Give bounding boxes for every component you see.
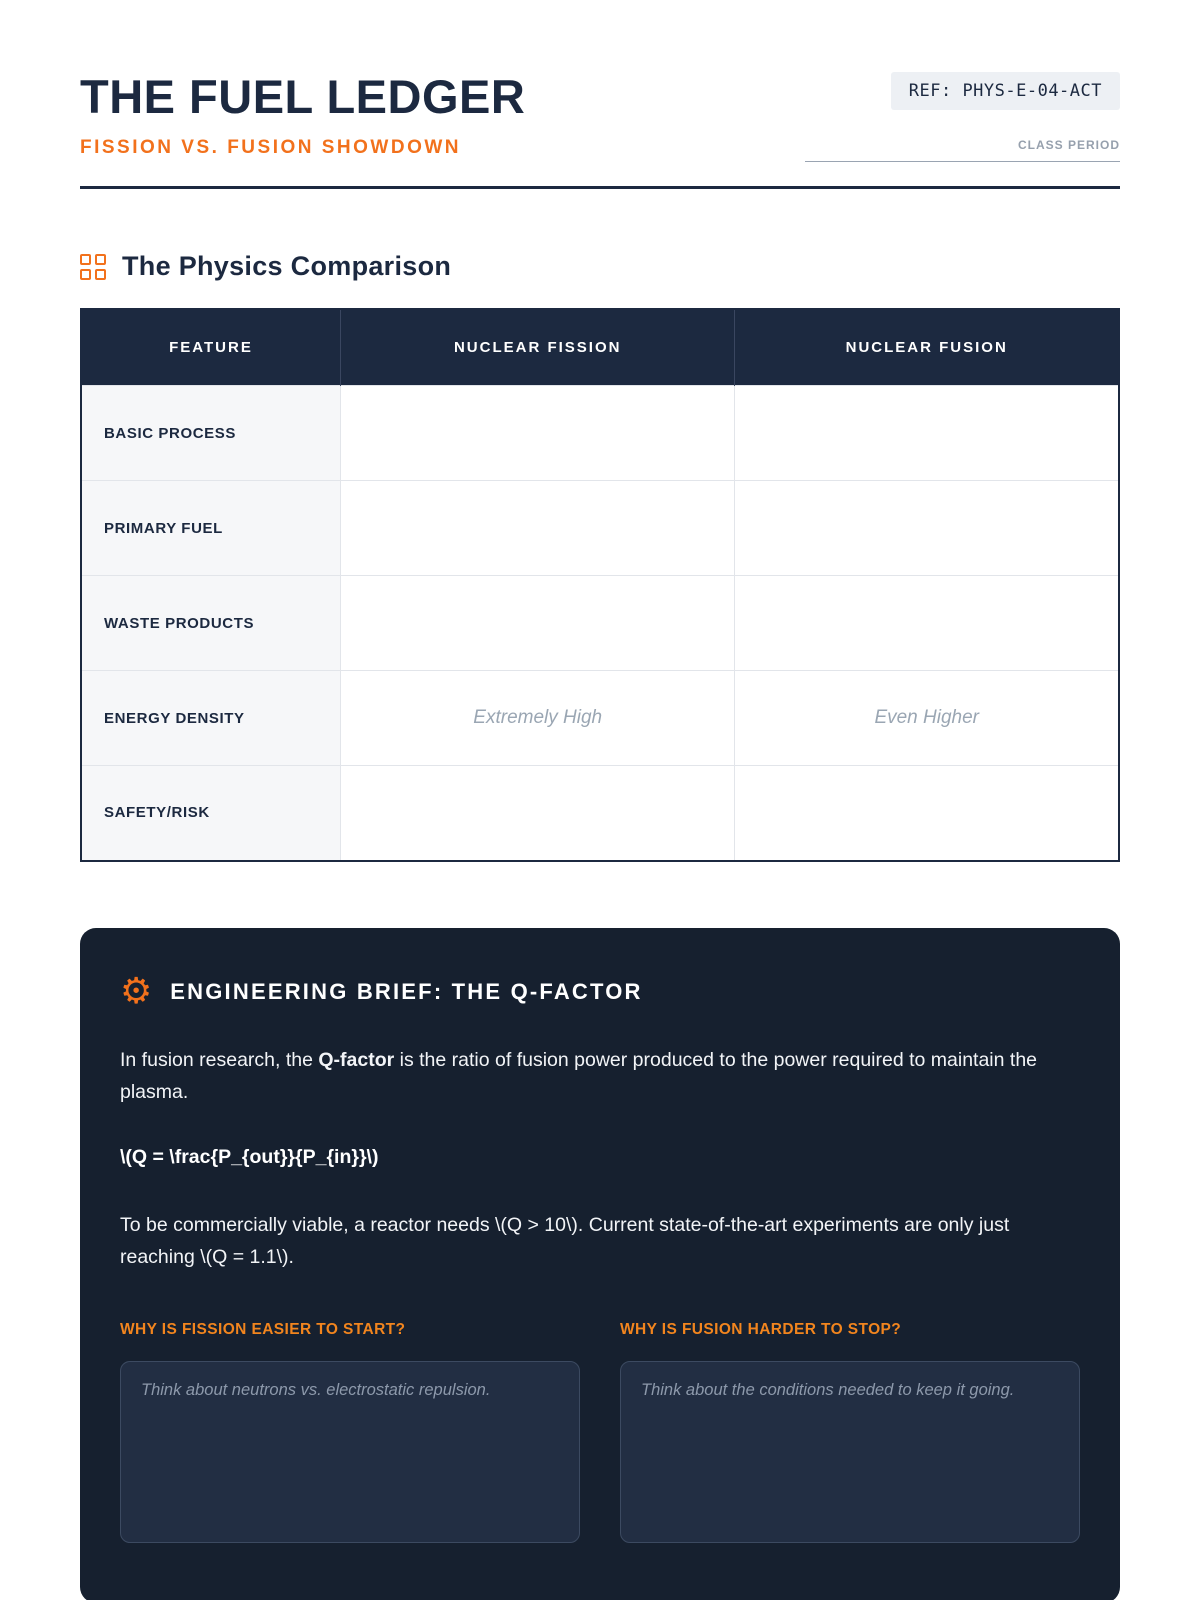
comparison-table	[80, 308, 1120, 862]
fusion-answer-cell[interactable]	[735, 386, 1119, 481]
feature-label: ENERGY DENSITY	[81, 671, 341, 766]
col-header-fission: NUCLEAR FISSION	[341, 309, 735, 386]
table-row	[81, 671, 1119, 766]
fusion-answer-cell[interactable]	[735, 766, 1119, 861]
header-right	[805, 72, 1120, 162]
brief-header	[120, 970, 1080, 1012]
table-row	[81, 386, 1119, 481]
col-header-feature: FEATURE	[81, 309, 341, 386]
fusion-answer-cell[interactable]	[735, 481, 1119, 576]
fission-answer-cell[interactable]	[341, 576, 735, 671]
brief-paragraph-1	[120, 1044, 1070, 1108]
class-period-field[interactable]: CLASS PERIOD	[805, 138, 1120, 162]
col-header-fusion: NUCLEAR FUSION	[735, 309, 1119, 386]
table-row	[81, 766, 1119, 861]
page-title: THE FUEL LEDGER	[80, 70, 526, 123]
fission-answer-cell[interactable]	[341, 766, 735, 861]
comparison-heading: The Physics Comparison	[122, 251, 452, 281]
brief-title: ENGINEERING BRIEF: THE Q-FACTOR	[170, 978, 643, 1004]
header	[80, 72, 1120, 162]
question-block-fission	[120, 1321, 580, 1543]
fission-answer-cell[interactable]	[341, 481, 735, 576]
q-factor-formula: \(Q = \frac{P_{out}}{P_{in}}\)	[120, 1145, 379, 1168]
cell-value: Even Higher	[874, 707, 979, 728]
cell-value: Extremely High	[473, 707, 603, 728]
gear-icon: ⚙	[120, 970, 153, 1012]
header-left	[80, 72, 525, 159]
grid-icon	[80, 254, 106, 280]
page-subtitle: FISSION VS. FUSION SHOWDOWN	[80, 137, 462, 159]
fission-answer-cell[interactable]	[341, 671, 735, 766]
header-divider	[80, 186, 1120, 189]
fission-answer-cell[interactable]	[341, 386, 735, 481]
fusion-answer-cell[interactable]	[735, 576, 1119, 671]
para1-suffix: is the ratio of fusion power produced to the power required to maintain the plasma.	[120, 1048, 1038, 1103]
question-grid	[120, 1321, 1080, 1543]
comparison-section-header	[80, 251, 1120, 282]
question-label-fission: WHY IS FISSION EASIER TO START?	[120, 1321, 406, 1339]
feature-label: PRIMARY FUEL	[81, 481, 341, 576]
answer-box-fusion[interactable]	[620, 1361, 1080, 1543]
para1-bold-term: Q-factor	[318, 1048, 395, 1071]
feature-label: WASTE PRODUCTS	[81, 576, 341, 671]
table-row	[81, 481, 1119, 576]
brief-paragraph-2: To be commercially viable, a reactor needs \(Q > 10\). Current state-of-the-art experiments are only just reaching \(Q = 1.1\).	[120, 1213, 1010, 1269]
para1-prefix: In fusion research, the	[120, 1048, 319, 1071]
ref-badge: REF: PHYS-E-04-ACT	[891, 72, 1120, 110]
table-header-row	[81, 309, 1119, 386]
feature-label: BASIC PROCESS	[81, 386, 341, 481]
answer-box-fission[interactable]	[120, 1361, 580, 1543]
feature-label: SAFETY/RISK	[81, 766, 341, 861]
question-block-fusion	[620, 1321, 1080, 1543]
fusion-answer-cell[interactable]	[735, 671, 1119, 766]
table-row	[81, 576, 1119, 671]
engineering-brief-card	[80, 928, 1120, 1600]
question-label-fusion: WHY IS FUSION HARDER TO STOP?	[620, 1321, 902, 1339]
